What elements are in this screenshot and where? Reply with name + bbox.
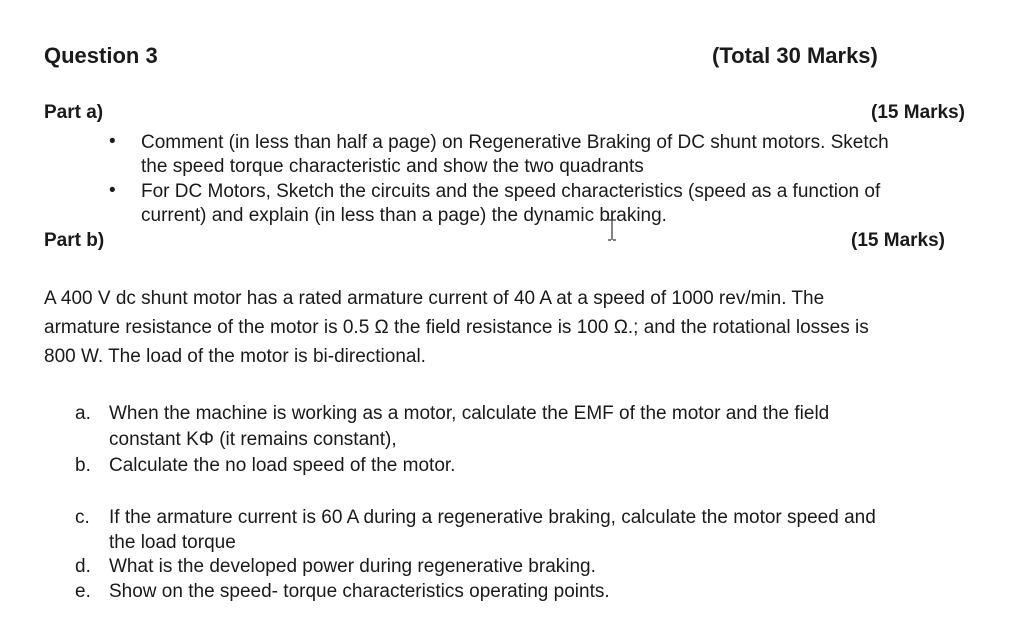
question-title: Question 3 bbox=[44, 43, 158, 68]
bullet-icon: • bbox=[109, 180, 116, 201]
item-letter: e. bbox=[75, 581, 91, 602]
item-line: the load torque bbox=[109, 532, 236, 553]
item-letter: a. bbox=[75, 403, 91, 424]
paragraph-line: A 400 V dc shunt motor has a rated armature current of 40 A at a speed of 1000 rev/min. The bbox=[44, 288, 825, 309]
paragraph-line: 800 W. The load of the motor is bi-directional. bbox=[44, 346, 426, 367]
bullet-icon: • bbox=[109, 131, 116, 152]
item-letter: d. bbox=[75, 556, 91, 577]
bullet-line: current) and explain (in less than a page) the dynamic braking. bbox=[141, 205, 667, 226]
item-line: If the armature current is 60 A during a regenerative braking, calculate the motor speed and bbox=[109, 507, 876, 528]
item-line: When the machine is working as a motor, calculate the EMF of the motor and the field bbox=[109, 403, 830, 424]
paragraph-line: armature resistance of the motor is 0.5 Ω the field resistance is 100 Ω.; and the rotational losses is bbox=[44, 317, 869, 338]
part-a-label: Part a) bbox=[44, 102, 104, 123]
item-line: Calculate the no load speed of the motor. bbox=[109, 455, 456, 476]
bullet-line: For DC Motors, Sketch the circuits and the speed characteristics (speed as a function of bbox=[141, 181, 881, 202]
part-a-marks: (15 Marks) bbox=[871, 102, 965, 123]
item-line: constant KΦ (it remains constant), bbox=[109, 429, 397, 450]
item-line: Show on the speed- torque characteristics operating points. bbox=[109, 581, 610, 602]
item-letter: c. bbox=[75, 507, 90, 528]
question-total-marks: (Total 30 Marks) bbox=[712, 43, 878, 68]
item-letter: b. bbox=[75, 455, 91, 476]
text-cursor-icon bbox=[606, 219, 618, 241]
part-b-label: Part b) bbox=[44, 230, 105, 251]
bullet-line: the speed torque characteristic and show the two quadrants bbox=[141, 156, 644, 177]
bullet-line: Comment (in less than half a page) on Regenerative Braking of DC shunt motors. Sketch bbox=[141, 132, 889, 153]
part-b-marks: (15 Marks) bbox=[851, 230, 945, 251]
item-line: What is the developed power during regenerative braking. bbox=[109, 556, 596, 577]
